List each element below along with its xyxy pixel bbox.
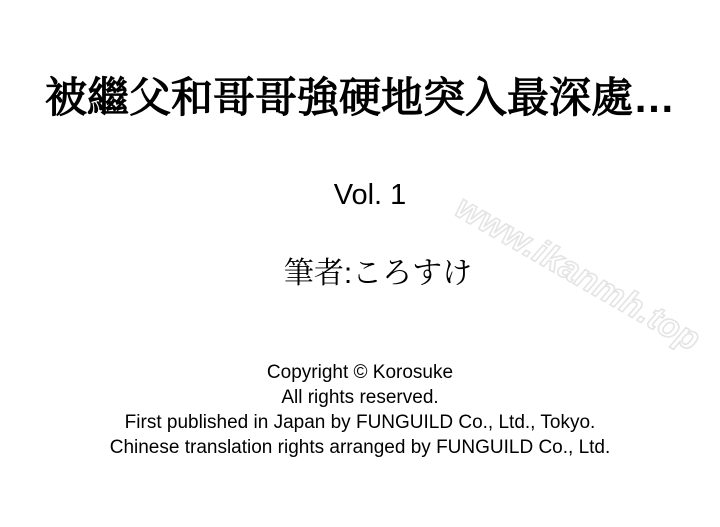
copyright-line: All rights reserved. (281, 387, 439, 408)
copyright-line: Chinese translation rights arranged by FUNGUILD Co., Ltd. (109, 437, 611, 458)
copyright-line: First published in Japan by FUNGUILD Co., Ltd., Tokyo. (124, 412, 596, 433)
author-line: 筆者:ころすけ (283, 257, 473, 290)
book-title: 被繼父和哥哥強硬地突入最深處… (44, 74, 675, 121)
watermark: www.ikanmh.top (449, 188, 707, 359)
volume-label: Vol. 1 (333, 179, 407, 211)
copyright-line: Copyright © Korosuke (266, 362, 454, 383)
copyright-block (0, 360, 720, 460)
